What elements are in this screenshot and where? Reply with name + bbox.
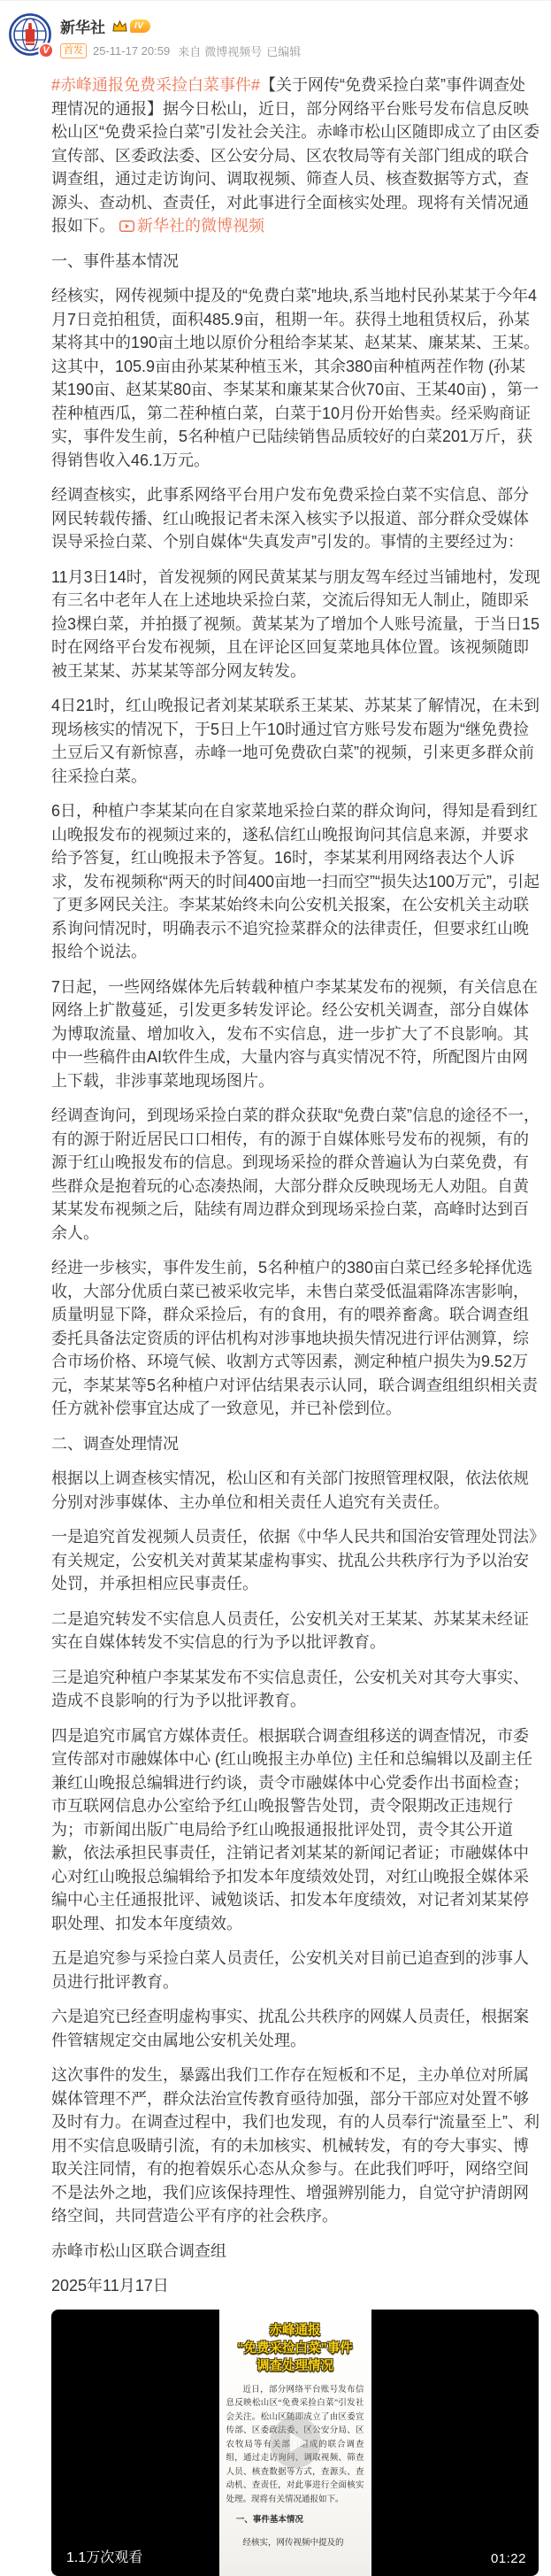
avatar[interactable] [9,13,51,56]
post-paragraph: 一是追究首发视频人员责任，依据《中华人民共和国治安管理处罚法》有关规定，公安机关对黄某某虚构事实、扰乱公共秩序行为予以治安处罚，并承担相应民事责任。 [51,1528,537,1593]
verified-v-badge: V [38,42,54,58]
post-lead-paragraph [51,73,541,238]
post-paragraph: 二是追究转发不实信息人员责任，公安机关对王某某、苏某某未经证实在自媒体转发不实信息的行为予以批评教育。 [51,1609,529,1651]
post-paragraphs [51,250,541,2298]
edited-label: 已编辑 [266,45,302,58]
video-camera-icon [119,220,134,232]
post-paragraph: 经进一步核实，事件发生前，5名种植户的380亩白菜已经多轮择优选收，大部分优质白菜已被采收完毕，未售白菜受低温霜降冻害影响，质量明显下降，群众采捡后，有的食用，有的喂养畜禽。联合调查组委托具备法定资质的评估机构对涉事地块损失情况进行评估测算，综合市场价格、环境气候、收割方式等因素，测定种植户损失为9.52万元，李某某等5名种植户对评估结果表示认同，联合调查组组织相关责任方就补偿事宜达成了一致意见，并已补偿到位。 [51,1259,539,1417]
post-paragraph: 7日起，一些网络媒体先后转载种植户李某某发布的视频，有关信息在网络上扩散蔓延，引发更多转发评论。经公安机关调查，部分自媒体为博取流量、增加收入，发布不实信息，进一步扩大了不良影响。其中一些稿件由AI软件生成，大量内容与真实情况不符，所配图片由网上下载，非涉事菜地现场图片。 [51,977,539,1090]
post-paragraph: 一、事件基本情况 [51,251,179,270]
video-doc-title-line: 赤峰通报 [269,2323,321,2338]
video-doc-text2: 经核实，网传视频中提及的 [242,2538,344,2548]
post-paragraph: 经调查询问，到现场采捡白菜的群众获取“免费白菜”信息的途径不一，有的源于附近居民口口相传，有的源于自媒体账号发布的视频，有的源于红山晚报发布的信息。到现场采捡的群众普遍认为白菜免费，有些群众是抱着玩的心态凑热闹，大部分群众反映现场无人劝阻。自黄某某发布视频之后，陆续有周边群众到现场采捡白菜，高峰时达到百余人。 [51,1107,540,1242]
post-paragraph: 根据以上调查核实情况，松山区和有关部门按照管理权限，依法依规分别对涉事媒体、主办单位和相关责任人追究有关责任。 [51,1469,529,1511]
source-prefix-label: 来自 [178,45,202,58]
video-thumbnail[interactable] [51,2310,539,2576]
author-block [60,13,301,59]
video-doc-title [226,2322,364,2375]
post-paragraph: 赤峰市松山区联合调查组 [51,2241,226,2260]
video-doc-heading: 一、事件基本情况 [235,2516,303,2525]
hashtag-link[interactable]: #赤峰通报免费采捡白菜事件# [51,76,261,94]
play-button[interactable] [270,2417,321,2468]
video-link[interactable] [115,217,264,235]
post-paragraph: 二、调查处理情况 [51,1434,179,1453]
post-paragraph: 经调查核实，此事系网络平台用户发布免费采捡白菜不实信息、部分网民转载传播、红山晚报记者未深入核实予以报道、部分群众受媒体误导采捡白菜、个别自媒体“失真发声”引发的。事情的主要经过为： [51,486,529,551]
video-doc-text: 近日，部分网络平台账号发布信息反映松山区“免费采捡白菜”引发社会关注。松山区随即成立了由区委宣传部、区委政法委、区公安分局、区农牧局等有关部门组成的联合调查组，通过走访询问、调取视频、筛查人员、核查数据等方式，查源头、查动机、查责任，对此事进行全面核实处理。现将有关情况通报如下。 [226,2385,364,2504]
post-header [0,13,551,59]
post-paragraph: 四是追究市属官方媒体责任。根据联合调查组移送的调查情况，市委宣传部对市融媒体中心 (红山晚报主办单位) 主任和总编辑以及副主任兼红山晚报总编辑进行约谈，责令市融媒体中心党委作出书面检查；市互联网信息办公室给予红山晚报警告处罚，责令限期改正违规行为；市新闻出版广电局给予红山晚报通报批评处罚，责令其公开道歉，依法承担民事责任，注销记者刘某某的新闻记者证；市融媒体中心对红山晚报总编辑给予扣发本年度绩效处罚，对红山晚报全媒体采编中心主任通报批评、诫勉谈话、扣发本年度绩效，对记者刘某某停职处理、扣发本年度绩效。 [51,1726,532,1932]
post-paragraph: 三是追究种植户李某某发布不实信息责任，公安机关对其夸大事实、造成不良影响的行为予以批评教育。 [51,1668,529,1709]
post-timestamp[interactable]: 25-11-17 20:59 [93,44,171,58]
video-views: 1.1万次观看 [66,2549,143,2565]
video-doc-title-line: “免费采捡白菜”事件 [237,2341,353,2356]
vip-level-badge: IV [130,19,150,33]
post-paragraph: 2025年11月17日 [51,2277,169,2294]
author-name[interactable]: 新华社 [60,19,105,36]
post-paragraph: 这次事件的发生，暴露出我们工作存在短板和不足，主办单位对所属媒体管理不严，群众法治宣传教育亟待加强，部分干部应对处置不够及时有力。在调查过程中，我们也发现，有的人员奉行“流量至上”、利用不实信息吸睛引流，有的未加核实、机械转发，有的夸大事实、博取关注同情，有的抱着娱乐心态从众参与。在此我们呼吁，网络空间不是法外之地，我们应该保持理性、增强辨别能力，自觉守护清朗网络空间，共同营造公平有序的社会秩序。 [51,2066,540,2225]
video-doc-title-line: 调查处理情况 [256,2358,333,2373]
video-duration: 01:22 [490,2550,526,2566]
post-paragraph: 经核实，网传视频中提及的“免费白菜”地块,系当地村民孙某某于今年4月7日竞拍租赁，面积485.9亩，租期一年。获得土地租赁权后，孙某某将其中的190亩土地以原价分租给李某某、赵某某、廉某某、王某。这其中，105.9亩由孙某某种植玉米，其余380亩种植两茬作物 (孙某某190亩、赵某某80亩、李某某和廉某某合伙70亩、王某40亩) ，第一茬种植西瓜，第二茬种植白菜，白菜于10月份开始售卖。经采购商证实，事件发生前，5名种植户已陆续销售品质较好的白菜201万斤，获得销售收入46.1万元。 [51,287,540,469]
post-body [0,73,551,2576]
play-icon [290,2433,307,2452]
source-name[interactable]: 微博视频号 [204,45,263,58]
post-paragraph: 6日，种植户李某某向在自家菜地采捡白菜的群众询问，得知是看到红山晚报发布的视频过来的，遂私信红山晚报询问其信息来源，并要求给予答复，红山晚报未予答复。16时，李某某利用网络表达个人诉求，发布视频称“两天的时间400亩地一扫而空”“损失达100万元”，引起了更多网民关注。李某某始终未向公安机关报案，在公安机关主动联系询问情况时，明确表示不追究捡菜群众的法律责任，但要求红山晚报给个说法。 [51,802,540,960]
crown-icon [111,19,128,33]
post-paragraph: 11月3日14时，首发视频的网民黄某某与朋友驾车经过当铺地村，发现有三名中老年人在上述地块采捡白菜，交流后得知无人制止，随即采捡3棵白菜，并拍摄了视频。黄某某为了增加个人账号流量，于当日15时在网络平台发布视频，且在评论区回复菜地具体位置。该视频随即被王某某、苏某某等部分网友转发。 [51,567,540,680]
first-publish-badge: 首发 [60,43,87,58]
video-link-label: 新华社的微博视频 [137,217,264,235]
lead-text: 【关于网传“免费采捡白菜”事件调查处理情况的通报】据今日松山，近日，部分网络平台账号发布信息反映松山区“免费采捡白菜”引发社会关注。赤峰市松山区随即成立了由区委宣传部、区委政法委、区公安分局、区农牧局等有关部门组成的联合调查组，通过走访询问、调取视频、筛查人员、核查数据等方式，查源头、查动机、查责任，对此事进行全面核实处理。现将有关情况通报如下。 [51,76,540,235]
post-paragraph: 六是追究已经查明虚构事实、扰乱公共秩序的网媒人员责任，根据案件管辖规定交由属地公安机关处理。 [51,2008,529,2049]
post-paragraph: 五是追究参与采捡白菜人员责任，公安机关对目前已追查到的涉事人员进行批评教育。 [51,1949,529,1991]
post-paragraph: 4日21时，红山晚报记者刘某某联系王某某、苏某某了解情况，在未到现场核实的情况下，于5日上午10时通过官方账号发布题为“继免费捡土豆后又有新惊喜，赤峰一地可免费砍白菜”的视频，引来更多群众前往采捡白菜。 [51,697,540,785]
